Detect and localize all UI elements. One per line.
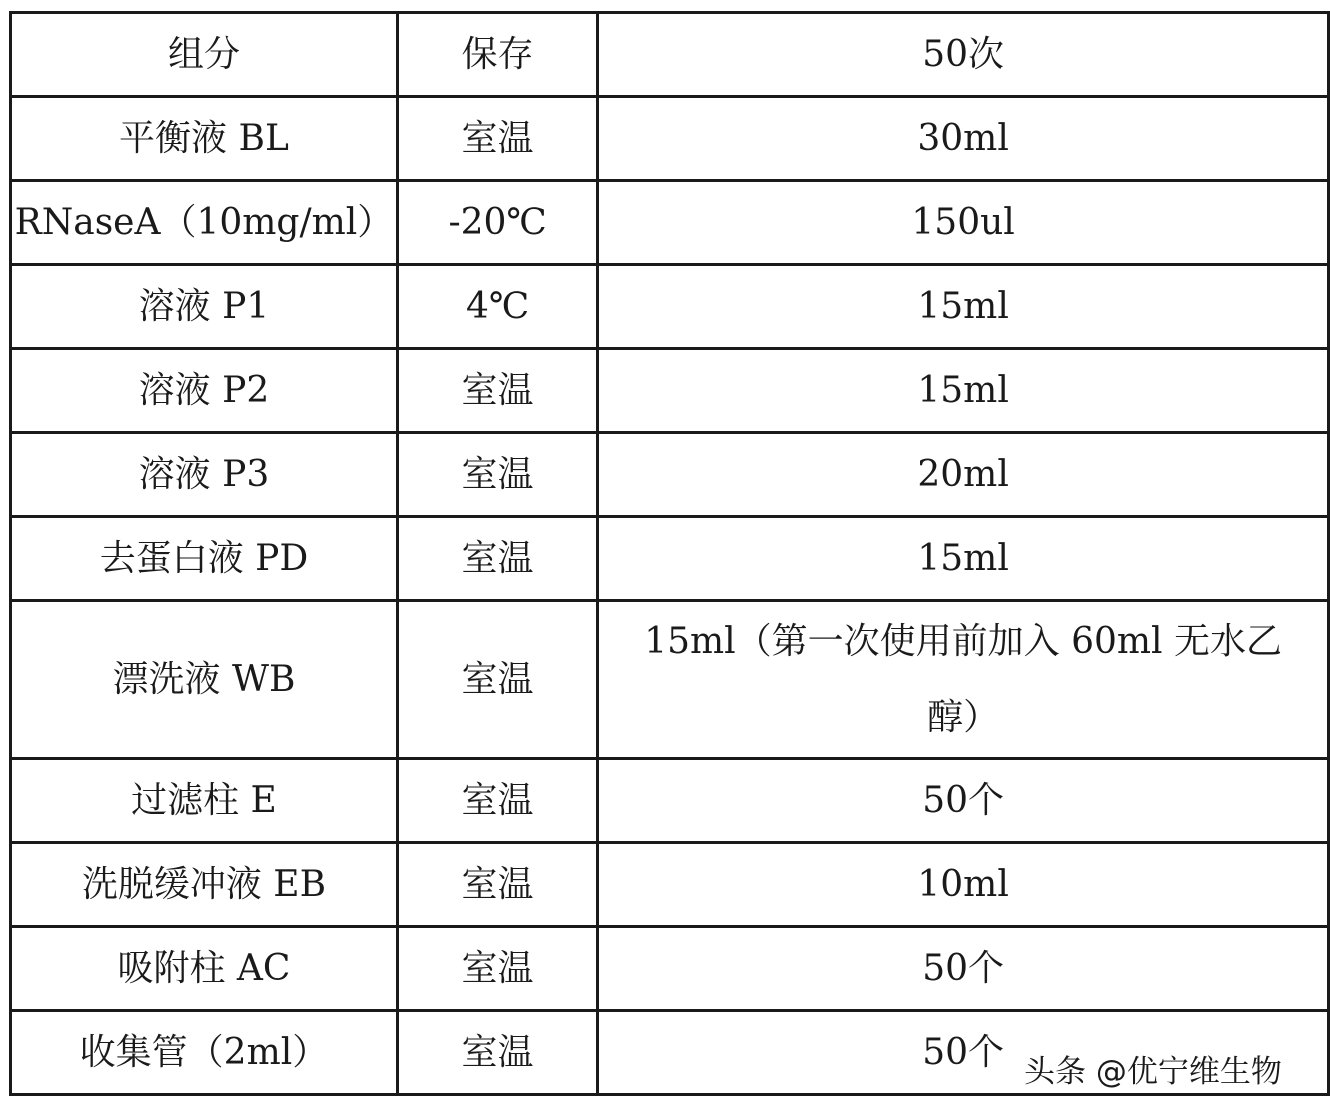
storage-cell: 室温 — [397, 843, 597, 927]
table-row — [11, 927, 1329, 1011]
watermark: 头条 @优宁维生物 — [1024, 1054, 1282, 1090]
table-row — [11, 601, 1329, 759]
storage-cell: 4℃ — [397, 265, 597, 349]
storage-cell: 室温 — [397, 517, 597, 601]
table-row — [11, 759, 1329, 843]
quantity-cell: 10ml — [598, 843, 1329, 927]
table-row — [11, 265, 1329, 349]
quantity-cell: 15ml（第一次使用前加入 60ml 无水乙醇） — [598, 601, 1329, 759]
storage-cell: 室温 — [397, 433, 597, 517]
quantity-cell: 150ul — [598, 181, 1329, 265]
component-cell: 溶液 P2 — [11, 349, 398, 433]
quantity-cell: 50个 — [598, 927, 1329, 1011]
header-storage: 保存 — [397, 13, 597, 97]
component-cell: RNaseA（10mg/ml） — [11, 181, 398, 265]
component-cell: 过滤柱 E — [11, 759, 398, 843]
component-cell: 溶液 P3 — [11, 433, 398, 517]
table-row — [11, 181, 1329, 265]
quantity-cell: 20ml — [598, 433, 1329, 517]
storage-cell: 室温 — [397, 1011, 597, 1095]
storage-cell: 室温 — [397, 759, 597, 843]
header-component: 组分 — [11, 13, 398, 97]
component-cell: 吸附柱 AC — [11, 927, 398, 1011]
storage-cell: 室温 — [397, 601, 597, 759]
component-cell: 去蛋白液 PD — [11, 517, 398, 601]
table-row — [11, 97, 1329, 181]
quantity-cell: 50个 — [598, 1011, 1329, 1095]
component-cell: 收集管（2ml） — [11, 1011, 398, 1095]
storage-cell: 室温 — [397, 927, 597, 1011]
quantity-cell: 15ml — [598, 349, 1329, 433]
table-row — [11, 843, 1329, 927]
component-cell: 洗脱缓冲液 EB — [11, 843, 398, 927]
table-header-row — [11, 13, 1329, 97]
storage-cell: 室温 — [397, 349, 597, 433]
quantity-cell: 30ml — [598, 97, 1329, 181]
storage-cell: 室温 — [397, 97, 597, 181]
table-row — [11, 349, 1329, 433]
component-cell: 溶液 P1 — [11, 265, 398, 349]
component-cell: 漂洗液 WB — [11, 601, 398, 759]
header-quantity: 50次 — [598, 13, 1329, 97]
table-row — [11, 433, 1329, 517]
reagent-table — [9, 11, 1330, 1096]
table-row — [11, 517, 1329, 601]
storage-cell: -20℃ — [397, 181, 597, 265]
quantity-cell: 15ml — [598, 517, 1329, 601]
reagent-table-container — [9, 11, 1330, 1096]
quantity-cell: 50个 — [598, 759, 1329, 843]
quantity-cell: 15ml — [598, 265, 1329, 349]
component-cell: 平衡液 BL — [11, 97, 398, 181]
